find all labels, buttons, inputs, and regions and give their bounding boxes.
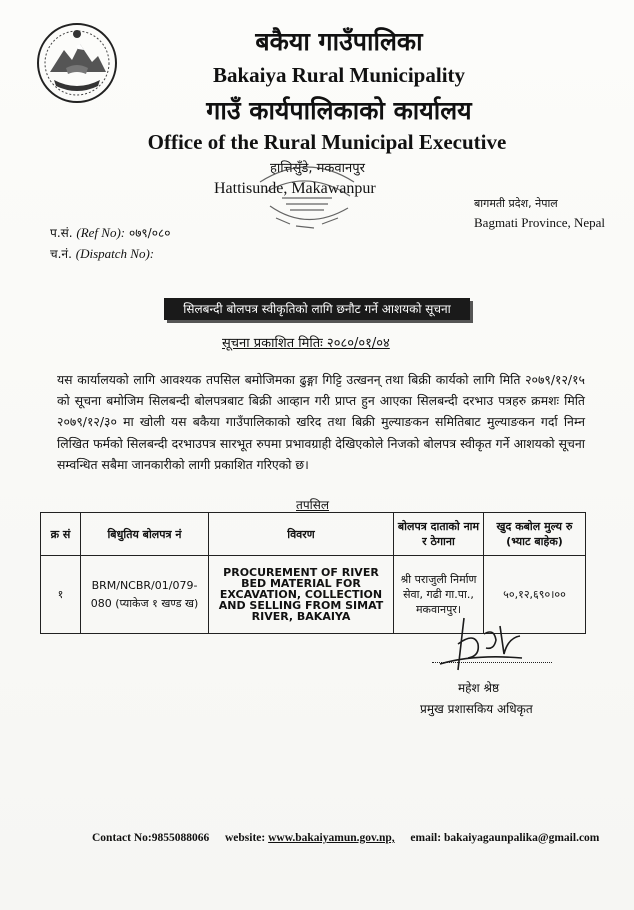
dispatch-label-np: च.नं.: [50, 247, 72, 261]
location-en: Hattisunde, Makawanpur: [214, 180, 376, 197]
footer-contact: [92, 832, 599, 844]
cell-amount: ५०,१२,६९०।००: [484, 556, 586, 634]
email-label: email:: [410, 832, 442, 844]
signature-icon: [434, 614, 526, 680]
email-address[interactable]: bakaiyagaunpalika@gmail.com: [443, 832, 600, 844]
dispatch-no-line: [50, 245, 154, 262]
header-amount: खुद कबोल मुल्य रु (भ्याट बाहेक): [484, 513, 586, 556]
cell-bid-no: BRM/NCBR/01/079-080 (प्याकेज १ खण्ड ख): [81, 556, 209, 634]
ref-value: ०७९/०८०: [128, 226, 171, 240]
ref-label-en: (Ref No):: [76, 225, 126, 240]
office-name-np: गाउँ कार्यपालिकाको कार्यालय: [206, 96, 472, 125]
signature-line: [432, 662, 552, 663]
schedule-title: तपसिल: [296, 498, 330, 512]
municipality-name-en: Bakaiya Rural Municipality: [212, 63, 466, 87]
location-np: हात्तिसुँडे, मकवानपुर: [270, 161, 365, 176]
signatory-name: महेश श्रेष्ठ: [458, 681, 500, 695]
website-link[interactable]: www.bakaiyamun.gov.np,: [268, 832, 395, 844]
header-sn: क्र सं: [41, 513, 81, 556]
table-header-row: [41, 513, 586, 556]
dispatch-label-en: (Dispatch No):: [75, 246, 155, 261]
cell-description: PROCUREMENT OF RIVER BED MATERIAL FOR EXCAVATION, COLLECTION AND SELLING FROM SIMAT RIVER, BAKAIYA: [209, 556, 394, 634]
notice-body: यस कार्यालयको लागि आवश्यक तपसिल बमोजिमका ढुङ्गा गिट्टि उत्खनन् तथा बिक्री कार्यको लागि मिति २०७९/१२/१५ को सूचना बमोजिम सिलबन्दी बोलपत्रबाट बिक्री आव्हान गरी प्राप्त हुन आएका सिलबन्दी दरभाउ पत्रहरु क्रमशः मिति २०७९/१२/३० मा खोली यस बकैया गाउँपालिकाको खरिद तथा बिक्री मुल्याङकन समितिबाट मुल्याङकन गर्दा निम्न लिखित फर्मको सिलबन्दी दरभाउपत्र सारभूत रुपमा प्रभावग्राही देखिएकोले निजको बोलपत्र स्वीकृत गर्ने आशयको सूचना सम्वन्धित सबैमा जानकारीको लागी प्रकाशित गरिएको छ।: [57, 372, 585, 472]
publish-date: सूचना प्रकाशित मितिः २०८०/०१/०४: [222, 336, 390, 351]
header-bidder: बोलपत्र दाताको नाम र ठेगाना: [394, 513, 484, 556]
ref-label-np: प.सं.: [50, 226, 73, 240]
municipality-name-np: बकैया गाउँपालिका: [255, 27, 423, 56]
province-en: Bagmati Province, Nepal: [474, 215, 606, 230]
office-name-en: Office of the Rural Municipal Executive: [147, 130, 507, 154]
notice-title: सिलबन्दी बोलपत्र स्वीकृतिको लागि छनौट गर्ने आशयको सूचना: [164, 298, 470, 320]
header-bid-no: बिधुतिय बोलपत्र नं: [81, 513, 209, 556]
signatory-title: प्रमुख प्रशासकिय अधिकृत: [420, 702, 533, 716]
website-label: website:: [224, 832, 266, 844]
office-stamp-icon: [252, 152, 362, 238]
cell-bidder: श्री पराजुली निर्माण सेवा, गढी गा.पा., मकवानपुर।: [394, 556, 484, 634]
ref-no-line: [50, 224, 170, 241]
province-np: बागमती प्रदेश, नेपाल: [474, 197, 558, 210]
header-description: विवरण: [209, 513, 394, 556]
cell-sn: १: [41, 556, 81, 634]
contact-number: Contact No:9855088066: [92, 832, 210, 844]
